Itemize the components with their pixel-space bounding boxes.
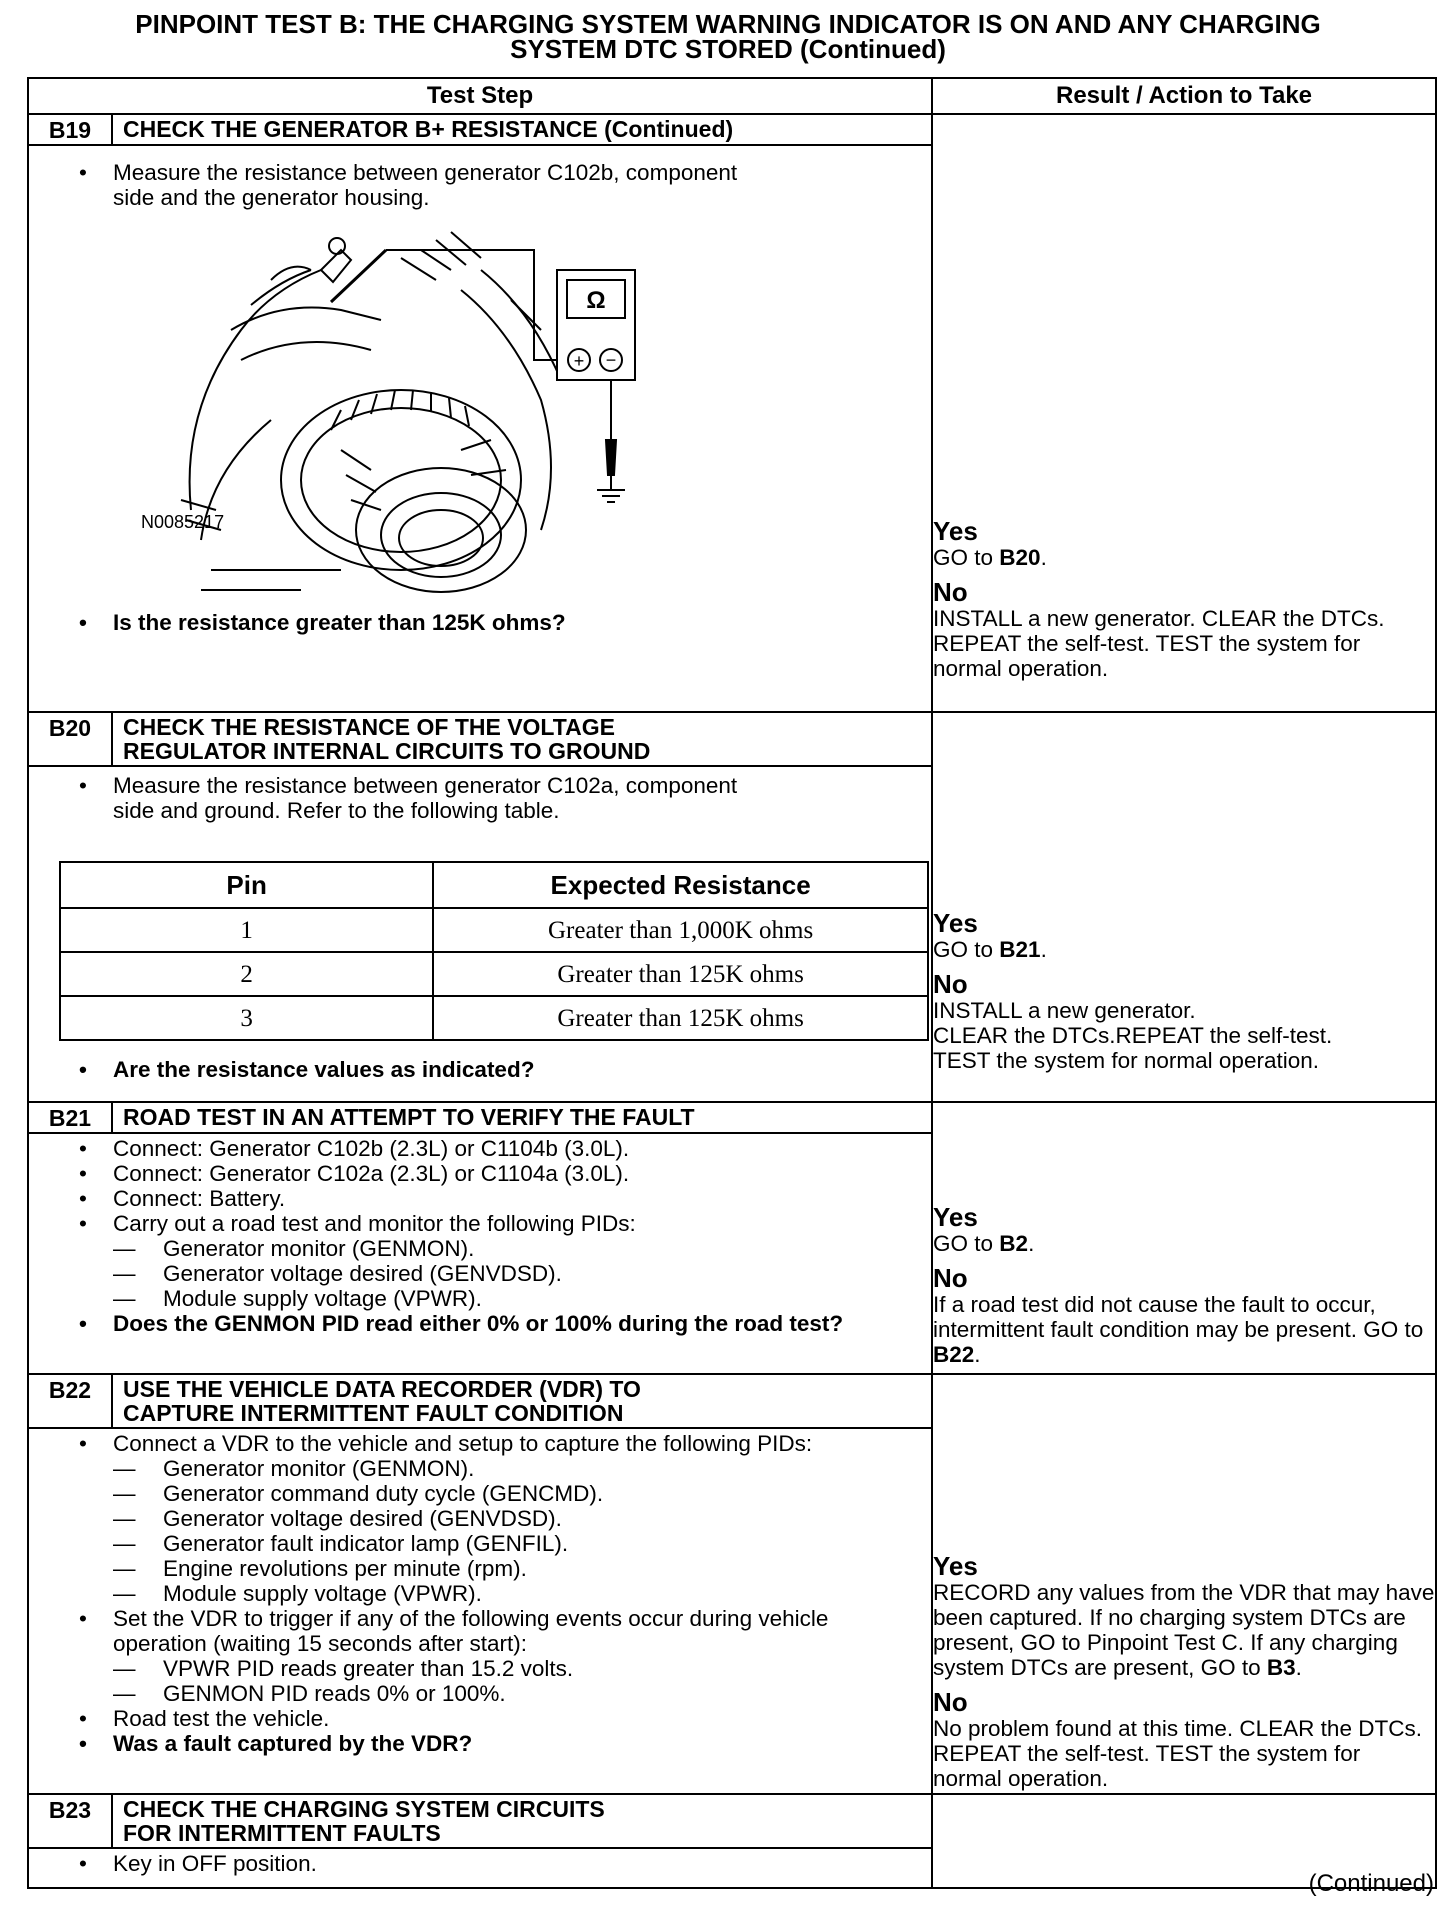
pid-item: — Generator monitor (GENMON). <box>163 1236 919 1261</box>
pin-cell: 1 <box>60 908 433 952</box>
result-yes-text: GO to B21. <box>933 937 1047 962</box>
step-id: B23 <box>29 1795 113 1847</box>
result-no-label: No <box>933 577 968 607</box>
result-yes-text: RECORD any values from the VDR that may have been captured. If no charging system DTCs are present, GO to Pinpoint Test C. If any charging system DTCs are present, GO to B3. <box>933 1580 1435 1680</box>
result-cell-b22 <box>932 1374 1436 1794</box>
step-bullet <box>113 1211 919 1311</box>
generator-illustration <box>41 210 921 610</box>
step-question: • Was a fault captured by the VDR? <box>113 1731 919 1756</box>
figure-id: N0085217 <box>141 512 225 532</box>
step-question: • Are the resistance values as indicated? <box>113 1057 919 1082</box>
step-bullet: • Connect: Battery. <box>113 1186 919 1211</box>
table-row <box>60 996 928 1040</box>
result-cell-b21 <box>932 1102 1436 1374</box>
table-row <box>60 952 928 996</box>
step-title: CHECK THE GENERATOR B+ RESISTANCE (Continued) <box>123 116 734 142</box>
step-row-b21 <box>28 1102 1436 1374</box>
result-yes-go: GO to <box>933 545 994 570</box>
step-bullet <box>113 1431 919 1606</box>
resistance-cell: Greater than 125K ohms <box>433 952 928 996</box>
result-no-label: No <box>933 1263 968 1293</box>
table-header-row <box>60 862 928 908</box>
step-cell-b19 <box>28 114 932 712</box>
step-title: CHECK THE CHARGING SYSTEM CIRCUITS FOR INTERMITTENT FAULTS <box>123 1796 605 1846</box>
pid-item: — Generator voltage desired (GENVDSD). <box>163 1506 919 1531</box>
step-header <box>29 1795 931 1849</box>
meter-plus-terminal: + <box>573 351 585 371</box>
step-bullet-text: Connect a VDR to the vehicle and setup to capture the following PIDs: <box>113 1431 813 1456</box>
meter-minus-terminal: − <box>605 350 617 370</box>
step-header <box>29 1103 931 1134</box>
step-bullet: • Key in OFF position. <box>113 1851 919 1876</box>
result-no-body: If a road test did not cause the fault to occur, intermittent fault condition may be present. GO to <box>933 1292 1424 1342</box>
step-header <box>29 1375 931 1429</box>
result-yes-label: Yes <box>933 516 978 546</box>
step-body <box>29 1849 931 1880</box>
result-yes-target: B2 <box>999 1231 1029 1256</box>
pid-item: — Engine revolutions per minute (rpm). <box>163 1556 919 1581</box>
pid-item: — Module supply voltage (VPWR). <box>163 1286 919 1311</box>
result-no-text: If a road test did not cause the fault to occur, intermittent fault condition may be present. GO to B22. <box>933 1292 1424 1367</box>
step-row-b23 <box>28 1794 1436 1888</box>
step-body <box>29 1134 931 1340</box>
step-cell-b22 <box>28 1374 932 1794</box>
result-no-text: No problem found at this time. CLEAR the DTCs. REPEAT the self-test. TEST the system for normal operation. <box>933 1716 1422 1791</box>
header-result-action: Result / Action to Take <box>932 78 1436 114</box>
step-bullet <box>113 1606 919 1706</box>
step-body <box>29 146 931 639</box>
step-id: B22 <box>29 1375 113 1427</box>
page-title-line-1: PINPOINT TEST B: THE CHARGING SYSTEM WARNING INDICATOR IS ON AND ANY CHARGING <box>135 9 1321 39</box>
column-header-pin: Pin <box>60 862 433 908</box>
pin-cell: 3 <box>60 996 433 1040</box>
result-no-label: No <box>933 969 968 999</box>
pid-item: — Generator voltage desired (GENVDSD). <box>163 1261 919 1286</box>
step-header <box>29 713 931 767</box>
step-row-b22 <box>28 1374 1436 1794</box>
step-row-b20 <box>28 712 1436 1102</box>
result-yes-label: Yes <box>933 1202 978 1232</box>
result-yes-body: RECORD any values from the VDR that may have been captured. If no charging system DTCs are present, GO to Pinpoint Test C. If any charging system DTCs are present, GO to <box>933 1580 1435 1680</box>
ohm-symbol: Ω <box>586 287 606 314</box>
trigger-item: — VPWR PID reads greater than 15.2 volts. <box>163 1656 919 1681</box>
result-yes-label: Yes <box>933 908 978 938</box>
step-question: • Does the GENMON PID read either 0% or 100% during the road test? <box>113 1311 919 1336</box>
step-bullet: • Road test the vehicle. <box>113 1706 919 1731</box>
column-header-expected-resistance: Expected Resistance <box>433 862 928 908</box>
resistance-cell: Greater than 125K ohms <box>433 996 928 1040</box>
step-bullet: • Connect: Generator C102b (2.3L) or C1104b (3.0L). <box>113 1136 919 1161</box>
result-no-line-1: INSTALL a new generator. <box>933 998 1196 1023</box>
step-id: B20 <box>29 713 113 765</box>
step-cell-b20 <box>28 712 932 1102</box>
step-id: B19 <box>29 115 113 144</box>
result-yes-go: GO to <box>933 1231 994 1256</box>
step-bullet: • Connect: Generator C102a (2.3L) or C1104a (3.0L). <box>113 1161 919 1186</box>
pid-item: — Generator fault indicator lamp (GENFIL). <box>163 1531 919 1556</box>
resistance-cell: Greater than 1,000K ohms <box>433 908 928 952</box>
step-id: B21 <box>29 1103 113 1132</box>
page-title-line-2: SYSTEM DTC STORED (Continued) <box>510 34 946 64</box>
result-no-line-3: TEST the system for normal operation. <box>933 1048 1319 1073</box>
step-bullet: • Measure the resistance between generator C102b, component side and the generator housing. <box>113 160 919 210</box>
step-cell-b23 <box>28 1794 932 1888</box>
pid-item: — Module supply voltage (VPWR). <box>163 1581 919 1606</box>
step-question: • Is the resistance greater than 125K ohms? <box>113 610 919 635</box>
step-title: USE THE VEHICLE DATA RECORDER (VDR) TO CAPTURE INTERMITTENT FAULT CONDITION <box>123 1376 641 1426</box>
result-yes-go: GO to <box>933 937 994 962</box>
step-bullet-text: Carry out a road test and monitor the following PIDs: <box>113 1211 636 1236</box>
result-cell-b19 <box>932 114 1436 712</box>
result-no-target: B22 <box>933 1342 975 1367</box>
step-title: CHECK THE RESISTANCE OF THE VOLTAGE REGULATOR INTERNAL CIRCUITS TO GROUND <box>123 714 651 764</box>
result-yes-text: GO to B2. <box>933 1231 1035 1256</box>
result-yes-target: B20 <box>999 545 1041 570</box>
result-yes-text: GO to B20. <box>933 545 1047 570</box>
step-bullet-text: Set the VDR to trigger if any of the following events occur during vehicle operation (waiting 15 seconds after start): <box>113 1606 829 1656</box>
pid-item: — Generator command duty cycle (GENCMD). <box>163 1481 919 1506</box>
step-bullet: • Measure the resistance between generator C102a, component side and ground. Refer to the following table. <box>113 773 919 823</box>
result-no-label: No <box>933 1687 968 1717</box>
page-title <box>30 9 1426 64</box>
step-cell-b21 <box>28 1102 932 1374</box>
result-yes-label: Yes <box>933 1551 978 1581</box>
step-body <box>29 1429 931 1760</box>
pin-cell: 2 <box>60 952 433 996</box>
result-no-line-2: CLEAR the DTCs.REPEAT the self-test. <box>933 1023 1333 1048</box>
pinpoint-test-table <box>27 77 1437 1889</box>
table-row <box>60 908 928 952</box>
pid-item: — Generator monitor (GENMON). <box>163 1456 919 1481</box>
trigger-item: — GENMON PID reads 0% or 100%. <box>163 1681 919 1706</box>
step-body <box>29 767 931 1086</box>
step-header <box>29 115 931 146</box>
result-yes-target: B21 <box>999 937 1041 962</box>
result-cell-b20 <box>932 712 1436 1102</box>
expected-resistance-table <box>59 861 929 1041</box>
result-no-text: INSTALL a new generator. CLEAR the DTCs. REPEAT the self-test. TEST the system for normal operation. <box>933 606 1385 681</box>
result-yes-target: B3 <box>1266 1655 1296 1680</box>
table-header-row <box>28 78 1436 114</box>
continued-footer: (Continued) <box>1308 1870 1434 1897</box>
header-test-step: Test Step <box>28 78 932 114</box>
step-row-b19 <box>28 114 1436 712</box>
generator-figure <box>41 210 919 610</box>
step-title: ROAD TEST IN AN ATTEMPT TO VERIFY THE FAULT <box>123 1104 695 1130</box>
